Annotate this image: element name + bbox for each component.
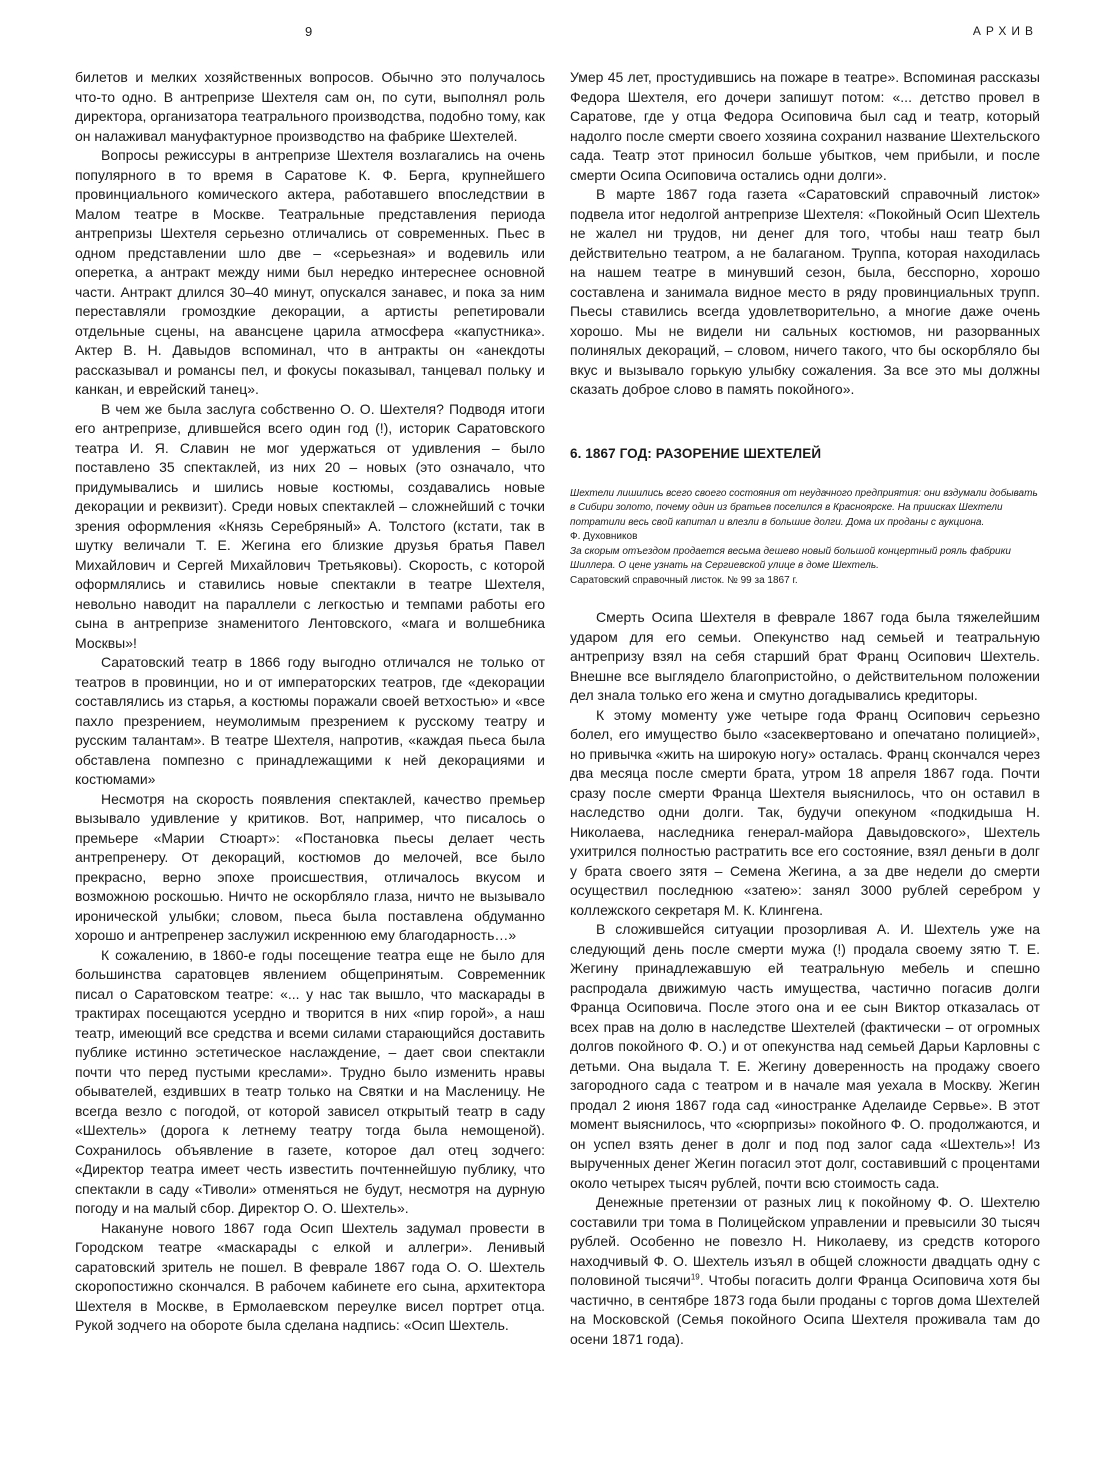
paragraph: Саратовский театр в 1866 году выгодно отличался не только от театров в провинции, но и от императорских театров, где «декорации составлялись из старья, а костюмы поражали своей ветхостью» и «все пахло презрением, неумолимым презрением к русскому театру и русским талантам». В театре Шехтеля, напротив, «каждая пьеса была обставлена помпезно с принадлежащими к ней декорациями и костюмами»	[75, 654, 545, 787]
paragraph: В марте 1867 года газета «Саратовский справочный листок» подвела итог недолгой антрепризе Шехтеля: «Покойный Осип Шехтель не жалел ни трудов, ни денег для того, чтобы наш театр был действительно театром, а не балаганом. Труппа, которая находилась на нашем театре в минувший сезон, была, бесспорно, хорошо составлена и занимала видное место в ряду провинциальных трупп. Пьесы ставились всегда удовлетворительно, а многие даже очень хорошо. Мы не видели ни сальных костюмов, ни разорванных полинялых декораций, – словом, ничего такого, что бы оскорбляло бы вкус и вызывало горькую улыбку сожаления. За все это мы должны сказать доброе слово в память покойного».	[570, 186, 1040, 397]
right-column	[570, 68, 1040, 1349]
epigraph-author: Ф. Духовников	[570, 531, 638, 542]
footnote-reference: 19	[690, 1272, 700, 1282]
paragraph: В сложившейся ситуации прозорливая А. И. Шехтель уже на следующий день после смерти мужа (!) продала своему зятю Т. Е. Жегину принадлежавшую ей театральную мебель и спешно распродала движимую часть имущества, частично погасив долги Франца Осиповича. После этого она и ее сын Виктор отказалась от всех прав на долю в наследстве Шехтелей (фактически – от огромных долгов покойного Ф. О.) и от опекунства над семьей Дарьи Карловны с детьми. Она выдала Т. Е. Жегину доверенность на продажу своего загородного сада с театром и в начале мая уехала в Москву. Жегин продал 2 июня 1867 года сад «иностранке Аделаиде Сервье». В этот момент выяснилось, что «сюрпризы» покойного Ф. О. продолжаются, и он успел взять денег в долг и под под залог сада «Шехтель»! Из вырученных денег Жегин погасил этот долг, составивший с процентами около четырех тысяч рублей, почти всю стоимость сада.	[570, 921, 1040, 1191]
section-name: АРХИВ	[972, 24, 1038, 38]
left-column	[75, 68, 545, 1336]
paragraph: К сожалению, в 1860-е годы посещение театра еще не было для большинства саратовцев явлением общепринятым. Современник писал о Саратовском театре: «... у нас так вышло, что маскарады в трактирах посещаются усердно и творится в них «пир горой», а наш театр, имеющий все средства и всеми силами старающийся доставить публике истинно эстетическое наслаждение, – дает свои спектакли почти что перед пустыми креслами». Трудно было изменить нравы обывателей, ездивших в театр только на Святки и на Масленицу. Не всегда везло с погодой, от которой зависел открытый театр в саду «Шехтель» (дорога к летнему театру тогда была немощеной). Сохранилось объявление в газете, которое дал отец зодчего: «Директор театра имеет честь известить почтеннейшую публику, что спектакли в саду «Тиволи» отменяться не будут, несмотря на дурную погоду и на малый сбор. Директор О. О. Шехтель».	[75, 946, 545, 1216]
paragraph: Смерть Осипа Шехтеля в феврале 1867 года была тяжелейшим ударом для его семьи. Опекунство над семьей и театральную антрепризу взял на себя старший брат Франц Осипович Шехтель. Внешне все выглядело благопристойно, о действительном положении дел знала только его жена и смутно догадывались кредиторы.	[570, 609, 1040, 703]
paragraph: Умер 45 лет, простудившись на пожаре в театре». Вспоминая рассказы Федора Шехтеля, его дочери запишут потом: «... детство провел в Саратове, где у отца Федора Осиповича был сад и театр, который надолго после смерти своего хозяина сохранил название Шехтельского сада. Театр этот приносил больше убытков, чем прибыли, и после смерти Осипа Осиповича остались одни долги».	[570, 69, 1040, 183]
epigraph	[570, 487, 1040, 589]
epigraph-quote: Шехтели лишились всего своего состояния от неудачного предприятия: они вздумали добывать в Сибири золото, почему один из братьев поселился в Красноярске. На приисках Шехтели потратили весь свой капитал и влезли в большие долги. Дома их проданы с аукциона.	[570, 487, 1038, 528]
paragraph: Несмотря на скорость появления спектаклей, качество премьер вызывало удивление у критиков. Вот, например, что писалось о премьере «Марии Стюарт»: «Постановка пьесы делает честь антрепренеру. От декораций, костюмов до мелочей, все было прекрасно, верно эпохе происшествия, отличалось вкусом и возможною роскошью. Ничто не оскорбляло глаза, ничто не вызывало иронической улыбки; словом, пьеса была поставлена обдуманно хорошо и антрепренер заслужил искреннюю ему благодарность…»	[75, 790, 545, 943]
paragraph-with-footnote	[570, 1193, 1040, 1349]
paragraph: В чем же была заслуга собственно О. О. Шехтеля? Подводя итоги его антрепризе, длившейся всего один год (!), историк Саратовского театра И. Я. Славин не мог удержаться от удивления – было поставлено 35 спектаклей, из них 20 – новых (это означало, что придумывались и шились новые костюмы, создавались новые декорации и реквизит). Среди новых спектаклей – сложнейший с точки зрения оформления «Князь Серебряный» А. Толстого (кстати, так в шутку величали Т. Е. Жегина его близкие друзья братья Павел Михайлович и Сергей Михайлович Третьяковы). Скорость, с которой оформлялись и ставились новые спектакли в театре Шехтеля, невольно наводит на параллели с легкостью и темпами работы его сына в антрепризе знаменитого Лентовского, «мага и волшебника Москвы»!	[75, 400, 545, 651]
paragraph: Накануне нового 1867 года Осип Шехтель задумал провести в Городском театре «маскарады с елкой и аллегри». Ленивый саратовский зритель не пошел. В феврале 1867 года О. О. Шехтель скоропостижно скончался. В рабочем кабинете его сына, архитектора Шехтеля в Москве, в Ермолаевском переулке висел портрет отца. Рукой зодчего на обороте была сделана надпись: «Осип Шехтель.	[75, 1219, 545, 1333]
page-number: 9	[305, 24, 314, 39]
paragraph: Вопросы режиссуры в антрепризе Шехтеля возлагались на очень популярного в то время в Саратове К. Ф. Берга, крупнейшего провинциального комического актера, работавшего впоследствии в Малом театре в Москве. Театральные представления периода антрепризы Шехтеля серьезно отличались от современных. Пьес в одном представлении шло две – «серьезная» и водевиль или оперетка, а антракт между ними был нередко интереснее основной части. Антракт длился 30–40 минут, опускался занавес, и пока за ним переставляли громоздкие декорации, а артисты репетировали отдельные сцены, на авансцене царила атмосфера «капустника». Актер В. Н. Давыдов вспоминал, что в антракты он «анекдоты рассказывал и романсы пел, и фокусы показывал, танцевал польку и канкан, и еврейский танец».	[75, 147, 545, 397]
epigraph-quote: За скорым отъездом продается весьма дешево новый большой концертный рояль фабрики Шиллера. О цене узнать на Сергиевской улице в доме Шехтель.	[570, 545, 1011, 571]
paragraph-text: . Чтобы погасить долги Франца Осиповича хотя бы частично, в сентябре 1873 года были проданы с торгов дома Шехтелей на Московской (Семья покойного Осипа Шехтеля проживала там до осени 1871 года).	[570, 1272, 1041, 1347]
section-heading: 6. 1867 ГОД: РАЗОРЕНИЕ ШЕХТЕЛЕЙ	[570, 445, 822, 461]
page-header	[0, 24, 1110, 48]
paragraph: К этому моменту уже четыре года Франц Осипович серьезно болел, его имущество было «засеквертовано и опечатано полицией», но привычка «жить на широкую ногу» осталась. Франц скончался через два месяца после смерти брата, утром 18 апреля 1867 года. Почти сразу после смерти Франца Шехтеля выяснилось, что он оставил в наследство одни долги. Так, будучи опекуном «подкидыша Н. Николаева, наследника генерал-майора Давыдовского», Шехтель ухитрился полностью растратить все его состояние, взял деньги в долг у брата своего зятя – Семена Жегина, а за две недели до смерти осуществил последнюю «затею»: занял 3000 рублей серебром у коллежского секретаря М. К. Клингена.	[570, 706, 1040, 918]
paragraph: билетов и мелких хозяйственных вопросов. Обычно это получалось что-то одно. В антрепризе Шехтеля сам он, по сути, выполнял роль директора, организатора театрального производства, подобно тому, как он налаживал мануфактурное производство на фабрике Шехтелей.	[75, 69, 545, 144]
paragraph-text: Денежные претензии от разных лиц к покойному Ф. О. Шехтелю составили три тома в Полицейском управлении и превысили 30 тысяч рублей. Особенно не повезло Н. Николаеву, из средств которого находчивый Ф. О. Шехтель изъял в общей сложности двадцать одну с половиной тысячи	[570, 1194, 1040, 1288]
epigraph-source: Саратовский справочный листок. № 99 за 1867 г.	[570, 574, 798, 586]
